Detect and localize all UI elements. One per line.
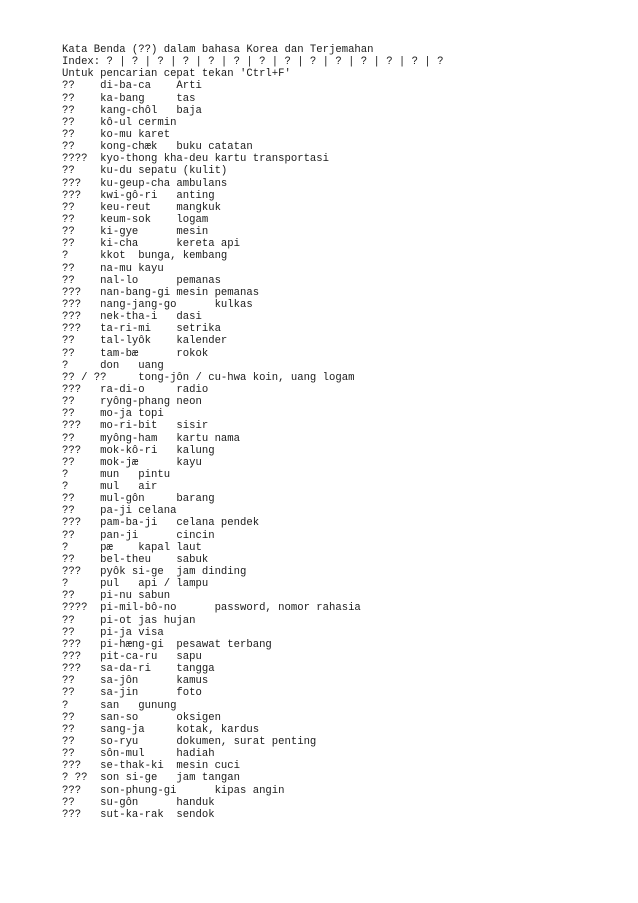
entry-line: ?? ku-du sepatu (kulit) — [62, 165, 228, 178]
entry-line: ?? tal-lyôk kalender — [62, 335, 228, 348]
entry-line: ? mun pintu — [62, 468, 171, 481]
entry-line: ?? ko-mu karet — [62, 128, 171, 141]
entry-line: ??? pi-hæng-gi pesawat terbang — [62, 638, 272, 651]
entry-line: ??? nan-bang-gi mesin pemanas — [62, 286, 260, 299]
entry-line: ??? son-phung-gi kipas angin — [62, 784, 285, 797]
entry-line: ?? tam-bæ rokok — [62, 347, 209, 360]
entry-line: ?? ki-cha kereta api — [62, 238, 241, 251]
entry-line: ? pul api / lampu — [62, 578, 209, 591]
entry-line: ?? sôn-mul hadiah — [62, 748, 215, 761]
entry-line: ??? se-thak-ki mesin cuci — [62, 760, 241, 773]
entry-line: ? pæ kapal laut — [62, 541, 202, 554]
entry-line: ??? pyôk si-ge jam dinding — [62, 566, 247, 579]
entry-line: ??? ra-di-o radio — [62, 383, 209, 396]
entry-line: ?? su-gôn handuk — [62, 796, 215, 809]
entry-line: ??? mo-ri-bit sisir — [62, 420, 209, 433]
entry-line: ?? kô-ul cermin — [62, 116, 177, 129]
entry-line: ??? nek-tha-i dasi — [62, 311, 202, 324]
entry-line: ?? so-ryu dokumen, surat penting — [62, 736, 317, 749]
entry-line: ?? sang-ja kotak, kardus — [62, 723, 260, 736]
entry-line: ?? na-mu kayu — [62, 262, 164, 275]
entry-line: ?? san-so oksigen — [62, 711, 221, 724]
document-page — [62, 44, 622, 821]
entry-line: ?? ki-gye mesin — [62, 226, 209, 239]
entry-line: ?? pa-ji celana — [62, 505, 177, 518]
index-line: Index: ? | ? | ? | ? | ? | ? | ? | ? | ? | ? | ? | ? | ? | ? — [62, 56, 444, 69]
entry-line: ?? bel-theu sabuk — [62, 553, 209, 566]
entry-line: ?? mul-gôn barang — [62, 493, 215, 506]
entry-line: ?? ryông-phang neon — [62, 396, 202, 409]
entry-line: ??? ta-ri-mi setrika — [62, 323, 221, 336]
entry-line: ? don uang — [62, 359, 164, 372]
entry-line: ?? keum-sok logam — [62, 213, 209, 226]
entry-line: ?? myông-ham kartu nama — [62, 432, 241, 445]
entry-line: ? san gunung — [62, 699, 177, 712]
entry-line: ?? di-ba-ca Arti — [62, 80, 202, 93]
entry-line: ?? keu-reut mangkuk — [62, 201, 221, 214]
entry-line: ?? kong-chæk buku catatan — [62, 141, 253, 154]
entry-line: ?? sa-jôn kamus — [62, 675, 209, 688]
entry-line: ???? pi-mil-bô-no password, nomor rahasia — [62, 602, 361, 615]
entry-line: ?? ka-bang tas — [62, 92, 196, 105]
entry-line: ??? mok-kô-ri kalung — [62, 444, 215, 457]
entry-line: ?? mok-jæ kayu — [62, 456, 202, 469]
entry-line: ? mul air — [62, 481, 158, 494]
entry-line: ??? ku-geup-cha ambulans — [62, 177, 228, 190]
entry-line: ??? kwi-gô-ri anting — [62, 189, 215, 202]
entry-line: ?? sa-jin foto — [62, 687, 202, 700]
entry-line: ?? pi-nu sabun — [62, 590, 171, 603]
entry-line: ? kkot bunga, kembang — [62, 250, 228, 263]
entry-line: ?? mo-ja topi — [62, 408, 164, 421]
entry-line: ?? nal-lo pemanas — [62, 274, 221, 287]
entry-line: ? ?? son si-ge jam tangan — [62, 772, 241, 785]
entry-line: ?? pan-ji cincin — [62, 529, 215, 542]
entry-line: ??? sa-da-ri tangga — [62, 663, 215, 676]
entry-line: ??? nang-jang-go kulkas — [62, 298, 253, 311]
entry-line: ???? kyo-thong kha-deu kartu transportasi — [62, 153, 330, 166]
entry-line: ??? pit-ca-ru sapu — [62, 651, 202, 664]
entry-line: ??? pam-ba-ji celana pendek — [62, 517, 260, 530]
entry-line: ?? pi-ja visa — [62, 626, 164, 639]
entry-line: ?? / ?? tong-jôn / cu-hwa koin, uang logam — [62, 371, 355, 384]
document-title: Kata Benda (??) dalam bahasa Korea dan Terjemahan — [62, 44, 374, 56]
entry-line: ??? sut-ka-rak sendok — [62, 808, 215, 821]
search-hint: Untuk pencarian cepat tekan 'Ctrl+F' — [62, 68, 291, 81]
entry-line: ?? pi-ot jas hujan — [62, 614, 196, 627]
entry-line: ?? kang-chôl baja — [62, 104, 202, 117]
entry-list — [62, 80, 622, 821]
